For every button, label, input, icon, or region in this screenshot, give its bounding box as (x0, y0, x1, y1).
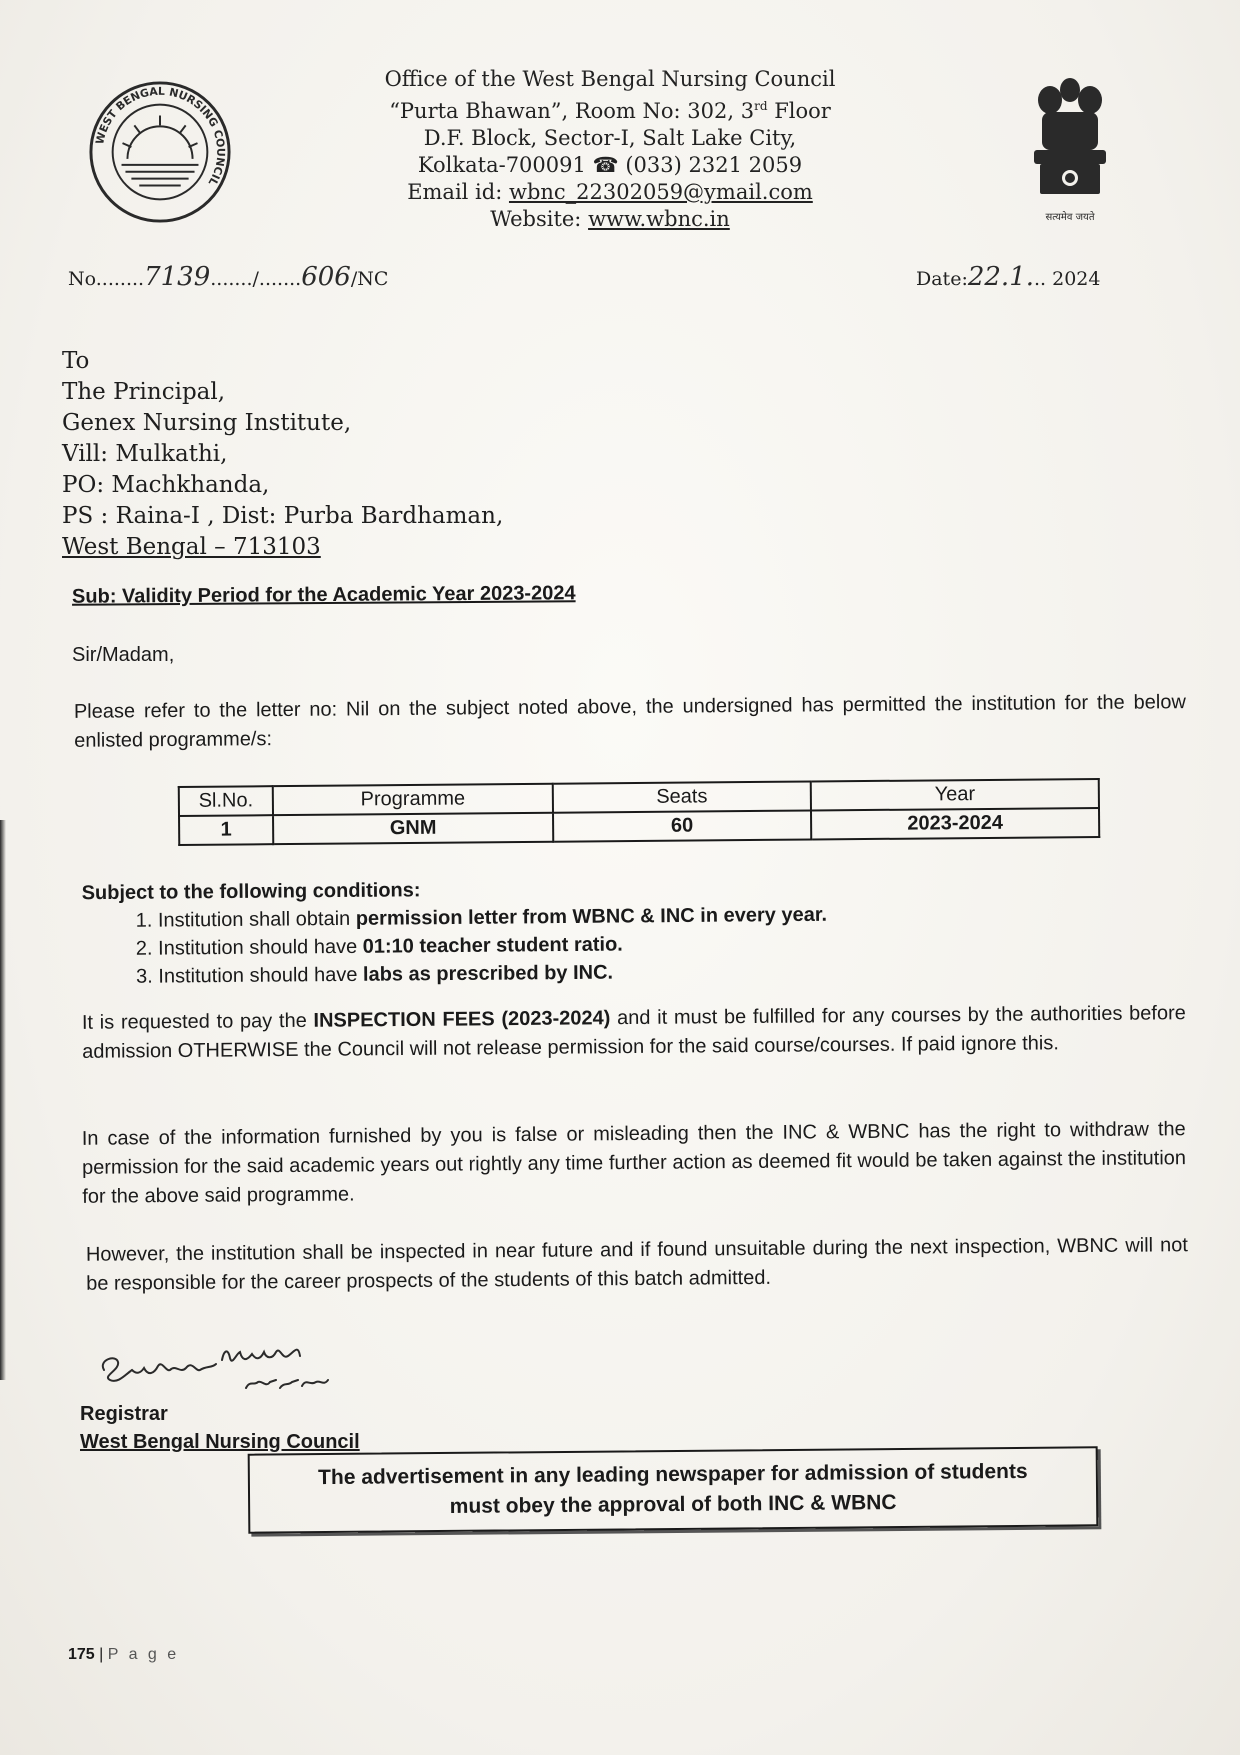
address-line: Genex Nursing Institute, (62, 410, 352, 436)
table-header: Sl.No. (179, 786, 273, 816)
conditions-block (82, 873, 828, 991)
address-line: PS : Raina-I , Dist: Purba Bardhaman, (62, 503, 504, 529)
office-city-phone: Kolkata-700091 ☎ (033) 2321 2059 (417, 153, 803, 177)
handwritten-memo-no: 7139 (144, 262, 211, 292)
svg-text:सत्यमेव जयते: सत्यमेव जयते (1045, 212, 1095, 223)
conditions-title: Subject to the following conditions: (81, 879, 421, 905)
letterhead (330, 66, 890, 233)
salutation: Sir/Madam, (72, 644, 175, 666)
subject-line: Sub: Validity Period for the Academic Year 2023-2024 (71, 582, 576, 608)
address-line: The Principal, (62, 379, 226, 405)
page-number: 175 (68, 1646, 95, 1663)
scan-edge-shadow (0, 820, 6, 1380)
wbnc-seal-logo (86, 78, 234, 226)
handwritten-date: 22.1. (967, 262, 1034, 292)
office-building: “Purta Bhawan”, Room No: 302, 3rd Floor (389, 99, 831, 123)
page-footer: 175 | P a g e (68, 1646, 180, 1663)
table-cell: 2023-2024 (811, 808, 1099, 840)
address-to: To (62, 348, 90, 374)
page-label: P a g e (107, 1646, 180, 1663)
paragraph-future-inspection: However, the institution shall be inspected in near future and if found unsuitable during the next inspection, WBNC will not be responsible for the career prospects of the students of this batch admitted. (85, 1234, 1188, 1295)
table-header: Programme (273, 784, 553, 815)
advertisement-notice-box (248, 1446, 1099, 1533)
table-cell: 1 (179, 815, 273, 845)
svg-text:WEST BENGAL NURSING COUNCIL: WEST BENGAL NURSING COUNCIL (93, 84, 228, 188)
office-website: Website: www.wbnc.in (490, 207, 730, 231)
reference-number: No........7139......./.......606/NC (68, 262, 389, 292)
recipient-address (62, 346, 503, 563)
signatory-title: Registrar (80, 1403, 168, 1425)
national-emblem-logo (1020, 70, 1120, 230)
table-cell: 60 (553, 810, 811, 841)
list-item: 3. Institution should have labs as prescribed by INC. (158, 957, 827, 991)
handwritten-signature (96, 1330, 356, 1400)
table-cell: GNM (273, 813, 553, 844)
table-header: Year (811, 779, 1099, 811)
signatory-block (80, 1400, 360, 1456)
signatory-org: West Bengal Nursing Council (80, 1431, 360, 1453)
conditions-list (82, 901, 828, 991)
address-line: PO: Machkhanda, (62, 472, 270, 498)
website-link[interactable]: www.wbnc.in (588, 207, 730, 231)
office-email: Email id: wbnc_22302059@ymail.com (407, 180, 813, 204)
table-header: Seats (553, 782, 811, 813)
paragraph-intro: Please refer to the letter no: Nil on the subject noted above, the undersigned has permitted the institution for the below enlisted programme/s: (73, 691, 1186, 752)
notice-line: must obey the approval of both INC & WBNC (449, 1491, 897, 1518)
paragraph-false-information: In case of the information furnished by you is false or misleading then the INC & WBNC has the right to withdraw the permission for the said academic years out rightly any time further action as deemed fit would be taken against the institution for the above said programme. (81, 1118, 1187, 1208)
address-line: Vill: Mulkathi, (62, 441, 228, 467)
paragraph-inspection-fees: It is requested to pay the INSPECTION FEES (2023-2024) and it must be fulfilled for any courses by the authorities before admission OTHERWISE the Council will not release permission for the said course/courses. If paid ignore this. (81, 1002, 1186, 1063)
programme-table (178, 778, 1100, 846)
office-name: Office of the West Bengal Nursing Council (384, 67, 836, 91)
notice-line: The advertisement in any leading newspaper for admission of students (318, 1459, 1028, 1490)
list-item: 2. Institution should have 01:10 teacher student ratio. (158, 929, 827, 963)
reference-date: Date:22.1... 2024 (916, 262, 1101, 292)
email-link[interactable]: wbnc_22302059@ymail.com (508, 180, 813, 204)
reference-line (68, 252, 1168, 292)
office-block: D.F. Block, Sector-I, Salt Lake City, (423, 126, 797, 150)
address-line: West Bengal – 713103 (62, 534, 321, 560)
handwritten-memo-no-2: 606 (301, 262, 351, 292)
list-item: 1. Institution shall obtain permission letter from WBNC & INC in every year. (158, 901, 827, 935)
